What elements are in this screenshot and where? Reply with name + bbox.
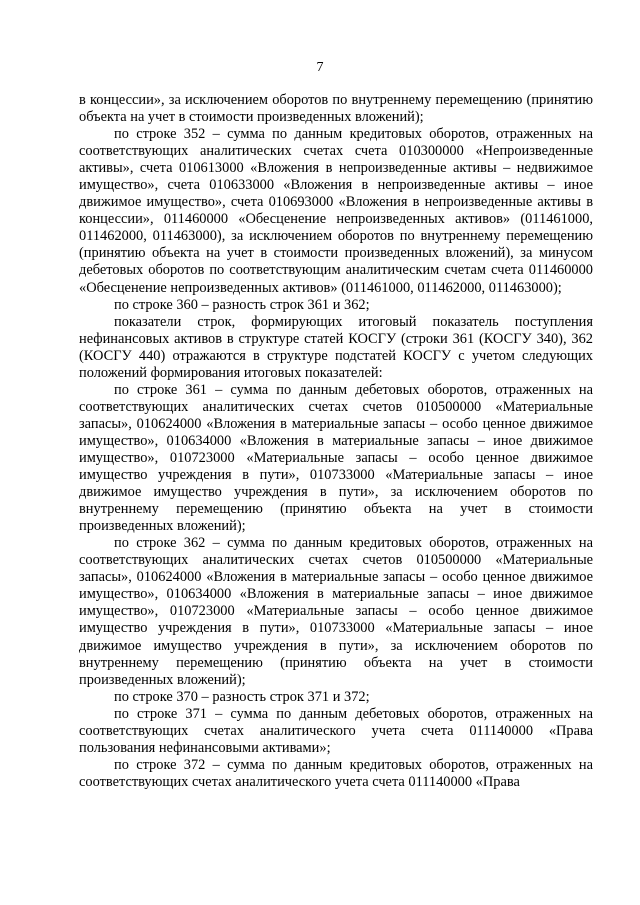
paragraph-line-371: по строке 371 – сумма по данным дебетовых оборотов, отраженных на соответствующих счетах аналитического учета счета 011140000 «Права пользования нефинансовыми активами»;: [79, 705, 593, 756]
paragraph-continuation: в концессии», за исключением оборотов по внутреннему перемещению (принятию объекта на учет в стоимости произведенных вложений);: [79, 92, 593, 126]
paragraph-line-361: по строке 361 – сумма по данным дебетовых оборотов, отраженных на соответствующих аналитических счетах счетов 010500000 «Материальные запасы», 010624000 «Вложения в материальные запасы – особо ценное движимое имущество», 010634000 «Вложения в материальные запасы – иное движимое имущество», 010723000 «Материальные запасы – особо ценное движимое имущество учреждения в пути», 010733000 «Материальные запасы – иное движимое имущество учреждения в пути», за исключением оборотов по внутреннему перемещению (принятию объекта на учет в стоимости произведенных вложений);: [79, 381, 593, 535]
paragraph-kosgu-structure: показатели строк, формирующих итоговый показатель поступления нефинансовых активов в структуре статей КОСГУ (строки 361 (КОСГУ 340), 362 (КОСГУ 440) отражаются в структуре подстатей КОСГУ с учетом следующих положений формирования итоговых показателей:: [79, 313, 593, 381]
document-body: [79, 92, 593, 791]
page-number: 7: [316, 60, 324, 75]
paragraph-line-372: по строке 372 – сумма по данным кредитовых оборотов, отраженных на соответствующих счетах аналитического учета счета 011140000 «Права: [79, 756, 593, 790]
paragraph-line-352: по строке 352 – сумма по данным кредитовых оборотов, отраженных на соответствующих аналитических счетах счета 010300000 «Непроизведенные активы», счета 010613000 «Вложения в непроизведенные активы – недвижимое имущество», счета 010633000 «Вложения в непроизведенные активы – иное движимое имущество», счета 010693000 «Вложения в непроизведенные активы в концессии», 011460000 «Обесценение непроизведенных активов» (011461000, 011462000, 011463000), за исключением оборотов по внутреннему перемещению (принятию объекта на учет в стоимости произведенных вложений), за минусом дебетовых оборотов по соответствующим аналитическим счетам счета 011460000 «Обесценение непроизведенных активов» (011461000, 011462000, 011463000);: [79, 126, 593, 296]
paragraph-line-370: по строке 370 – разность строк 371 и 372;: [114, 688, 370, 705]
paragraph-line-360: по строке 360 – разность строк 361 и 362;: [114, 296, 370, 313]
paragraph-line-362: по строке 362 – сумма по данным кредитовых оборотов, отраженных на соответствующих аналитических счетах счетов 010500000 «Материальные запасы», 010624000 «Вложения в материальные запасы – особо ценное движимое имущество», 010634000 «Вложения в материальные запасы – иное движимое имущество», 010723000 «Материальные запасы – особо ценное движимое имущество учреждения в пути», 010733000 «Материальные запасы – иное движимое имущество учреждения в пути», за исключением оборотов по внутреннему перемещению (принятию объекта на учет в стоимости произведенных вложений);: [79, 535, 593, 688]
